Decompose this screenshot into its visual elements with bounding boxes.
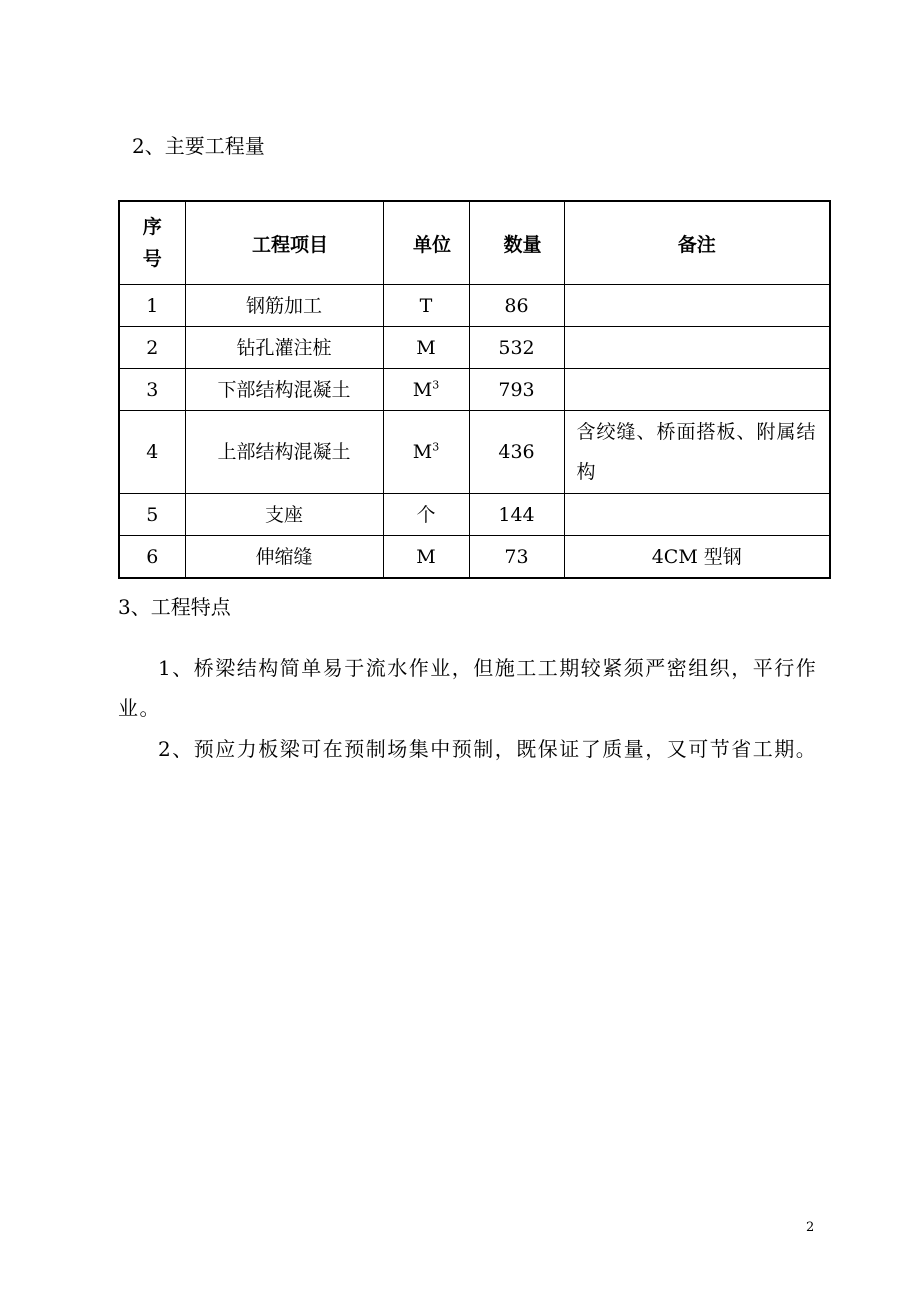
table-row <box>119 536 830 579</box>
cell-quantity: 793 <box>469 369 564 411</box>
cell-unit: 个 <box>383 494 469 536</box>
header-seq-line2: 号 <box>142 248 162 270</box>
cell-seq: 3 <box>119 369 185 411</box>
quantities-table <box>118 200 831 579</box>
cell-unit: $M^3$ <box>383 369 469 411</box>
table-row <box>119 285 830 327</box>
cell-remark <box>564 369 830 411</box>
cell-quantity: 73 <box>469 536 564 579</box>
cell-unit: $M^3$ <box>383 411 469 494</box>
header-unit: 单位 <box>383 201 469 285</box>
section-3-heading: 3、工程特点 <box>118 595 231 619</box>
table-header-row <box>119 201 830 285</box>
section-2-heading: 2、主要工程量 <box>132 134 265 158</box>
header-item: 工程项目 <box>185 201 383 285</box>
cell-remark <box>564 327 830 369</box>
cell-unit: M <box>383 536 469 579</box>
cell-quantity: 436 <box>469 411 564 494</box>
cell-item: 钢筋加工 <box>185 285 383 327</box>
feature-paragraph-2: 2、预应力板梁可在预制场集中预制，既保证了质量，又可节省工期。 <box>158 737 818 761</box>
feature-paragraph-1: 1、桥梁结构简单易于流水作业，但施工工期较紧须严密组织，平行作业。 <box>118 656 818 720</box>
cell-unit: T <box>383 285 469 327</box>
cell-item: 上部结构混凝土 <box>185 411 383 494</box>
header-remark: 备注 <box>564 201 830 285</box>
cell-remark <box>564 285 830 327</box>
cell-item: 下部结构混凝土 <box>185 369 383 411</box>
cell-remark: 4CM 型钢 <box>564 536 830 579</box>
cell-quantity: 86 <box>469 285 564 327</box>
table-row <box>119 494 830 536</box>
header-quantity: 数量 <box>469 201 564 285</box>
cell-seq: 1 <box>119 285 185 327</box>
header-seq-line1: 序 <box>142 216 162 238</box>
cell-item: 支座 <box>185 494 383 536</box>
cell-item: 伸缩缝 <box>185 536 383 579</box>
cell-seq: 4 <box>119 411 185 494</box>
cell-unit: M <box>383 327 469 369</box>
table-row <box>119 411 830 494</box>
page-number: 2 <box>806 1220 815 1235</box>
cell-seq: 5 <box>119 494 185 536</box>
header-seq <box>119 201 185 285</box>
cell-remark <box>564 494 830 536</box>
table-row <box>119 369 830 411</box>
cell-seq: 6 <box>119 536 185 579</box>
cell-quantity: 532 <box>469 327 564 369</box>
cell-item: 钻孔灌注桩 <box>185 327 383 369</box>
table-row <box>119 327 830 369</box>
cell-remark: 含绞缝、桥面搭板、附属结构 <box>564 411 830 494</box>
cell-seq: 2 <box>119 327 185 369</box>
cell-quantity: 144 <box>469 494 564 536</box>
